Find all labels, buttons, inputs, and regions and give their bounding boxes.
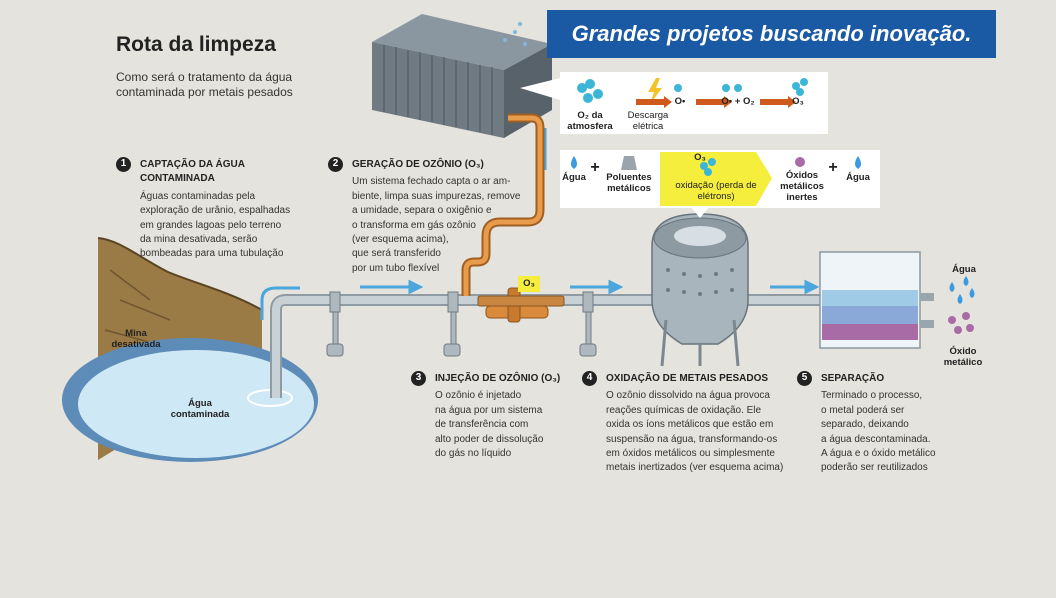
o-radical-2-icon — [722, 84, 730, 92]
step-3-title: INJEÇÃO DE OZÔNIO (O₃) — [435, 373, 561, 384]
step-2 — [328, 158, 528, 276]
oxidation-label: oxidação (perda de elétrons) — [675, 180, 757, 202]
oxidation-o3-label: O₃ — [694, 152, 706, 163]
step-3 — [411, 372, 581, 461]
water-drop-icon — [571, 156, 577, 169]
output-oxide-label: Óxido metálico — [943, 346, 983, 368]
arrow-1-icon — [636, 99, 664, 105]
injector-collar — [478, 296, 564, 306]
step-1-line: bombeadas para uma tubulação — [140, 248, 284, 260]
o-radical-icon — [674, 84, 682, 92]
step-5-title: SEPARAÇÃO — [821, 373, 885, 384]
reaction-scheme-box — [560, 150, 880, 208]
step-5-body — [821, 389, 967, 475]
step-2-line: por um tubo flexível — [352, 262, 440, 274]
step-1-line: Águas contaminadas pela — [140, 190, 256, 202]
o3-badge: O₃ — [518, 276, 540, 292]
separator-water-top — [822, 290, 918, 306]
oxide-particles — [948, 312, 974, 334]
contaminated-water-label: Água contaminada — [170, 398, 230, 420]
step-3-line: na água por um sistema — [435, 404, 543, 416]
step-5-line: Terminado o processo, — [821, 390, 923, 402]
water-in-label: Água — [562, 172, 586, 183]
mine-label: Mina desativada — [111, 328, 161, 350]
o3-molecule-icon — [792, 78, 808, 96]
step-5-line: o metal poderá ser — [821, 404, 905, 416]
step-4-line: em óxidos metálicos ou simplesmente — [606, 448, 775, 460]
step-4-line: oxida os íons metálicos que estão em — [606, 419, 774, 431]
step-2-line: a umidade, separa o oxigênio e — [352, 205, 492, 217]
step-1-number: 1 — [116, 157, 131, 172]
step-2-line: Um sistema fechado capta o ar am- — [352, 176, 511, 188]
step-4-line: O ozônio dissolvido na água provoca — [606, 390, 770, 402]
step-5-line: A água e o óxido metálico — [821, 448, 936, 460]
oxide-outlet — [920, 320, 934, 328]
banner-headline: Grandes projetos buscando inovação. — [547, 10, 996, 58]
water-out-label: Água — [846, 172, 870, 183]
arrow-3-icon — [760, 99, 788, 105]
step-2-line: o transforma em gás ozônio — [352, 219, 476, 231]
step-4-number: 4 — [582, 371, 597, 386]
step-3-line: do gás no líquido — [435, 448, 512, 460]
step-5-line: a água descontaminada. — [821, 433, 931, 445]
discharge-label: Descarga elétrica — [627, 110, 669, 132]
step-1-line: em grandes lagoas pelo terreno — [140, 219, 282, 231]
step-4-line: suspensão na água, transformando-os — [606, 433, 778, 445]
step-5 — [797, 372, 967, 476]
o2-molecules-icon — [577, 79, 603, 103]
pollutant-weight-icon — [621, 156, 637, 170]
ozone-scheme-box — [560, 72, 828, 134]
page-title: Rota da limpeza — [116, 33, 276, 56]
separator-sediment — [822, 324, 918, 340]
step-4-body — [606, 389, 792, 475]
reactor-hatch — [674, 226, 726, 246]
step-1 — [116, 158, 306, 262]
oxide-icon — [795, 157, 805, 167]
o-radical-label: O• — [674, 96, 686, 107]
step-3-body — [435, 389, 581, 461]
step-3-line: alto poder de dissolução — [435, 433, 544, 445]
step-2-body — [352, 175, 528, 276]
step-3-number: 3 — [411, 371, 426, 386]
o-plus-o2-label: O• + O₂ — [721, 96, 755, 107]
water-drop-out-icon — [855, 156, 861, 169]
step-4-line: reações químicas de oxidação. Ele — [606, 404, 762, 416]
output-water-label: Água — [952, 264, 976, 275]
oxides-label: Óxidos metálicos inertes — [780, 170, 824, 203]
step-5-number: 5 — [797, 371, 812, 386]
plus-sign-1: + — [590, 159, 600, 176]
step-1-line: da mina desativada, serão — [140, 234, 258, 246]
step-1-title: CAPTAÇÃO DA ÁGUA CONTAMINADA — [140, 159, 245, 185]
o2-small-icon — [734, 84, 742, 92]
plus-sign-2: + — [828, 159, 838, 176]
step-5-line: poderão ser reutilizados — [821, 462, 928, 474]
step-1-body — [140, 190, 306, 262]
step-2-number: 2 — [328, 157, 343, 172]
step-4 — [582, 372, 792, 476]
step-4-title: OXIDAÇÃO DE METAIS PESADOS — [606, 373, 769, 384]
page-subtitle: Como será o tratamento da água contaminada por metais pesados — [116, 70, 293, 99]
o2-atmosphere-label: O₂ da atmosfera — [567, 110, 613, 132]
step-2-title: GERAÇÃO DE OZÔNIO (O₃) — [352, 159, 484, 170]
separator-water-mid — [822, 306, 918, 324]
pollutants-label: Poluentes metálicos — [606, 172, 652, 194]
o3-label: O₃ — [792, 96, 804, 107]
step-2-line: (ver esquema acima), — [352, 234, 449, 246]
step-3-line: O ozônio é injetado — [435, 390, 522, 402]
step-4-line: metais inertizados (ver esquema acima) — [606, 462, 784, 474]
step-5-line: separado, deixando — [821, 419, 909, 431]
step-2-line: que será transferido — [352, 248, 441, 260]
step-3-line: de transferência com — [435, 419, 529, 431]
step-1-line: exploração de urânio, espalhadas — [140, 205, 291, 217]
water-outlet — [920, 293, 934, 301]
water-drops — [950, 276, 975, 304]
step-2-line: biente, limpa suas impurezas, remove — [352, 190, 521, 202]
